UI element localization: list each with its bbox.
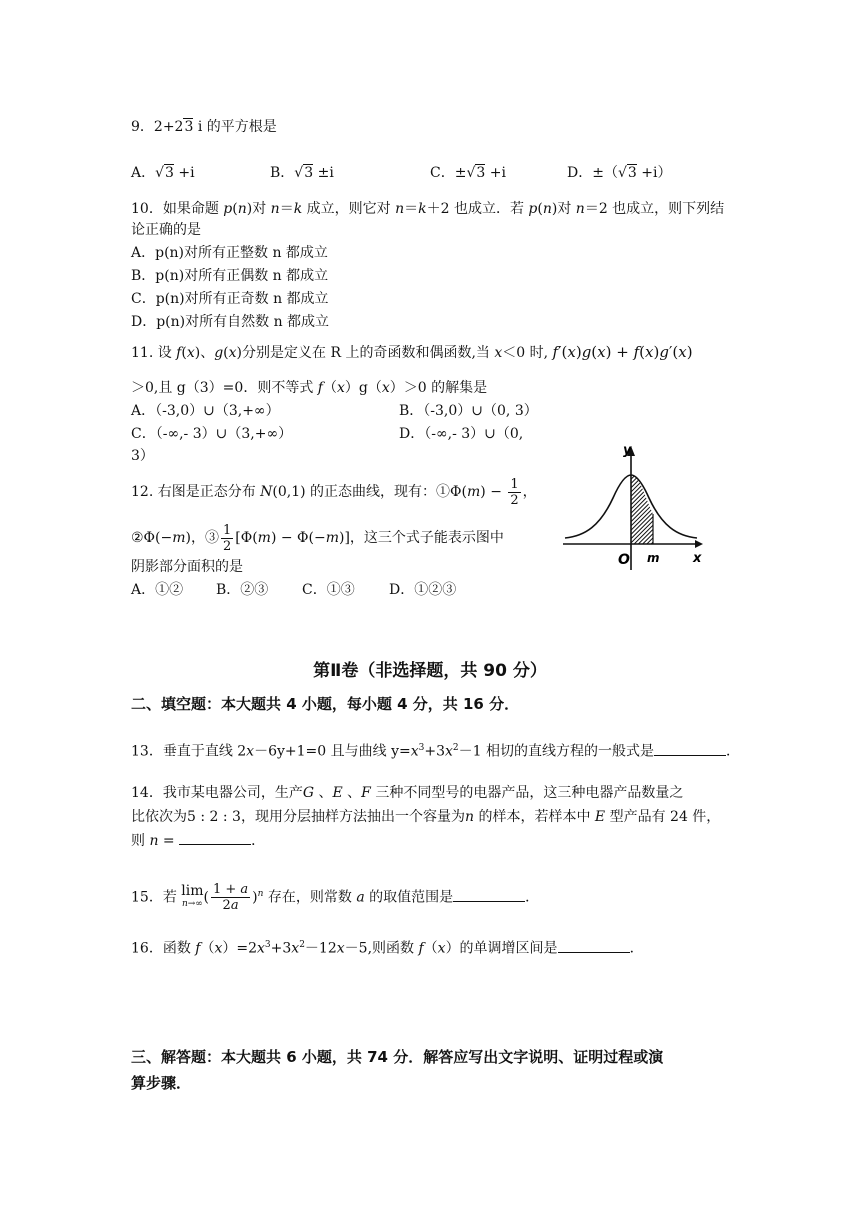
normal-curve-figure [555,440,705,575]
q11-line2: ＞0,且 g（3）=0．则不等式 f（x）g（x）＞0 的解集是 [131,380,488,396]
q10-line1: 10．如果命题 p(n)对 n＝k 成立，则它对 n＝k＋2 也成立．若 p(n)对 n＝2 也成立，则下列结 [131,201,725,217]
q16: 16．函数 $f(x)=2x^3+3x^2-12x-5$,则函数 f（x）的单调增区间是 ． [131,940,644,957]
q13: 13．垂直于直线 2x－6y+1=0 且与曲线 $y=x^3+3x^2-1$ 相切的直线方程的一般式是 ． [131,743,740,760]
section2-heading: 二、填空题：本大题共 4 小题，每小题 4 分，共 16 分． [131,695,520,713]
q12-option-d: D．①②③ [389,582,457,598]
y-label: y [623,443,632,458]
q10-line2: 论正确的是 [131,222,201,238]
q12-option-c: C．①③ [302,582,355,598]
q12-option-a: A．①② [131,582,184,598]
m-label: m [647,551,660,565]
q14-line3: 则 n = ． [131,833,266,849]
q9-option-d: D．±（√3 +i） [567,165,672,181]
origin-label: O [618,552,630,568]
q15: 15．若 lim n→∞ ( $\frac{1 + a}{2a}$ )$^n$ 存在，则常数 a 的取值范围是 ． [131,882,540,914]
q10-option-d: D．p(n)对所有自然数 n 都成立 [131,314,330,330]
q10-option-a: A．p(n)对所有正整数 n 都成立 [131,245,328,261]
q11-option-d-cont: 3） [131,448,154,464]
q11-option-b: B．（-3,0）∪（0, 3） [399,403,538,419]
q11-option-a: A．（-3,0）∪（3,+∞） [131,403,280,419]
q9-option-a: A．√3 +i [131,165,195,181]
x-axis-arrow [695,540,703,548]
q10-option-c: C．p(n)对所有正奇数 n 都成立 [131,291,329,307]
q9-prompt: 9．2+23 i 的平方根是 [131,119,277,135]
q11-line1: 11. 设 f(x)、g(x)分别是定义在 R 上的奇函数和偶函数,当 x＜0 时, f′(x)g(x) + f(x)g′(x) [131,343,693,361]
x-label: x [693,551,702,566]
section3-heading-line1: 三、解答题：本大题共 6 小题，共 74 分．解答应写出文字说明、证明过程或演 [131,1048,664,1066]
q12-line1: 12. 右图是正态分布 N(0,1) 的正态曲线，现有：①Φ(m) − $\frac{1}{2}$ ， [131,476,537,508]
q14-line2: 比依次为5 : 2 : 3，现用分层抽样方法抽出一个容量为n 的样本，若样本中 E 型产品有 24 件， [131,809,721,825]
q10-option-b: B．p(n)对所有正偶数 n 都成立 [131,268,329,284]
q12-line3: 阴影部分面积的是 [131,559,243,575]
q9-option-b: B．√3 ±i [270,165,334,181]
q12-line2: ②Φ(−m)，③ $\frac{1}{2}$ [Φ(m) − Φ(−m)]，这三个式子能表示图中 [131,522,504,554]
q11-option-d: D．（-∞,- 3）∪（0, [399,426,524,442]
q11-option-c: C．（-∞,- 3）∪（3,+∞） [131,426,293,442]
q9-option-c: C．±√3 +i [430,165,506,181]
section3-heading-line2: 算步骤． [131,1074,192,1092]
part2-title: 第Ⅱ卷（非选择题，共 90 分） [313,661,547,681]
q14-line1: 14．我市某电器公司，生产G 、E 、F 三种不同型号的电器产品，这三种电器产品数量之 [131,785,684,801]
q12-option-b: B．②③ [216,582,269,598]
